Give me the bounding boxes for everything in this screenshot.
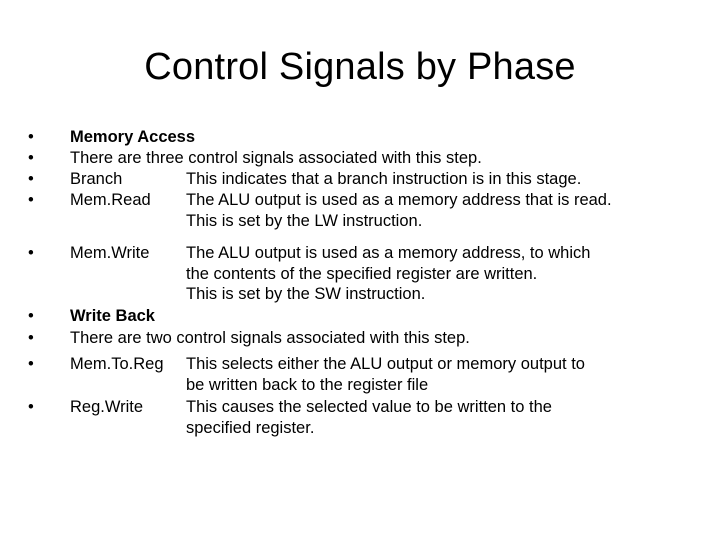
bullet-icon: • <box>28 355 34 373</box>
bullet-icon: • <box>28 128 34 146</box>
signal-name-mem-to-reg: Mem.To.Reg <box>70 355 164 373</box>
signal-desc-reg-write: This causes the selected value to be written to the specified register. <box>186 398 552 437</box>
bullet-icon: • <box>28 149 34 167</box>
bullet-icon: • <box>28 329 34 347</box>
bullet-icon: • <box>28 244 34 262</box>
phase-heading-write-back: Write Back <box>70 307 155 325</box>
signal-desc-branch: This indicates that a branch instruction is in this stage. <box>186 170 582 188</box>
signal-name-mem-write: Mem.Write <box>70 244 150 262</box>
signal-name-branch: Branch <box>70 170 123 188</box>
phase-heading-memory-access: Memory Access <box>70 128 196 146</box>
slide-title: Control Signals by Phase <box>144 46 576 88</box>
phase-intro-text: There are two control signals associated with this step. <box>70 329 470 347</box>
bullet-icon: • <box>28 170 34 188</box>
bullet-icon: • <box>28 307 34 325</box>
bullet-icon: • <box>28 191 34 209</box>
signal-name-mem-read: Mem.Read <box>70 191 151 209</box>
phase-intro-text: There are three control signals associated with this step. <box>70 149 482 167</box>
signal-desc-mem-to-reg: This selects either the ALU output or memory output to be written back to the register file <box>186 355 585 394</box>
signal-desc-mem-write: The ALU output is used as a memory address, to which the contents of the specified register are written. This is set by the SW instruction. <box>186 244 591 303</box>
signal-name-reg-write: Reg.Write <box>70 398 144 416</box>
bullet-icon: • <box>28 398 34 416</box>
signal-desc-mem-read: The ALU output is used as a memory address that is read. This is set by the LW instruction. <box>186 191 612 230</box>
